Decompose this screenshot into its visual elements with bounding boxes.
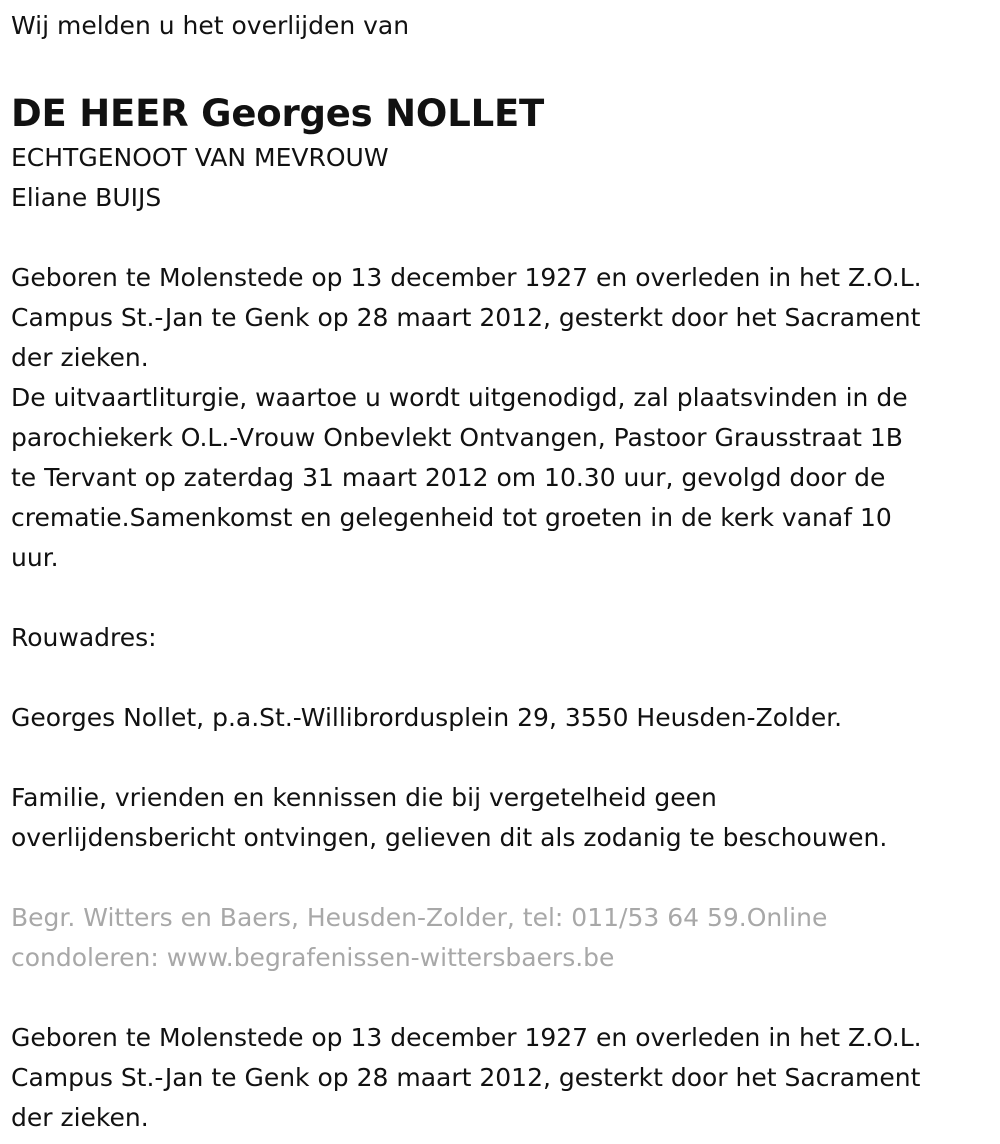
text-line: overlijdensbericht ontvingen, gelieven dit als zodanig te beschouwen. [11,823,888,852]
text-line: te Tervant op zaterdag 31 maart 2012 om 10.30 uur, gevolgd door de [11,463,886,492]
funeral-paragraph [11,378,990,578]
spacer [11,738,990,778]
undertaker-paragraph [11,898,990,978]
deceased-name: DE HEER Georges NOLLET [11,92,545,135]
text-line: De uitvaartliturgie, waartoe u wordt uitgenodigd, zal plaatsvinden in de [11,383,908,412]
text-line: Geboren te Molenstede op 13 december 1927 en overleden in het Z.O.L. [11,263,922,292]
family-note-paragraph [11,778,990,858]
spacer [11,218,990,258]
spacer [11,978,990,1018]
text-line: Campus St.-Jan te Genk op 28 maart 2012, gesterkt door het Sacrament [11,1063,921,1092]
text-line: Geboren te Molenstede op 13 december 1927 en overleden in het Z.O.L. [11,1023,922,1052]
text-line: uur. [11,543,59,572]
spouse-name: Eliane BUIJS [11,183,162,212]
text-line: Campus St.-Jan te Genk op 28 maart 2012, gesterkt door het Sacrament [11,303,921,332]
mourning-address: Georges Nollet, p.a.St.-Willibrordusplein 29, 3550 Heusden-Zolder. [11,703,843,732]
spacer [11,858,990,898]
mourning-address-label: Rouwadres: [11,623,157,652]
intro-text: Wij melden u het overlijden van [11,11,410,40]
spouse-title: ECHTGENOOT VAN MEVROUW [11,143,389,172]
spacer [11,578,990,618]
text-line: Begr. Witters en Baers, Heusden-Zolder, tel: 011/53 64 59.Online [11,903,828,932]
text-line: der zieken. [11,1103,149,1132]
text-line: Familie, vrienden en kennissen die bij vergetelheid geen [11,783,717,812]
text-line: der zieken. [11,343,149,372]
birth-death-repeat-paragraph [11,1018,990,1138]
text-line: condoleren: www.begrafenissen-wittersbaers.be [11,943,615,972]
text-line: crematie.Samenkomst en gelegenheid tot groeten in de kerk vanaf 10 [11,503,892,532]
text-line: parochiekerk O.L.-Vrouw Onbevlekt Ontvangen, Pastoor Grausstraat 1B [11,423,903,452]
birth-death-paragraph [11,258,990,378]
spacer [11,658,990,698]
